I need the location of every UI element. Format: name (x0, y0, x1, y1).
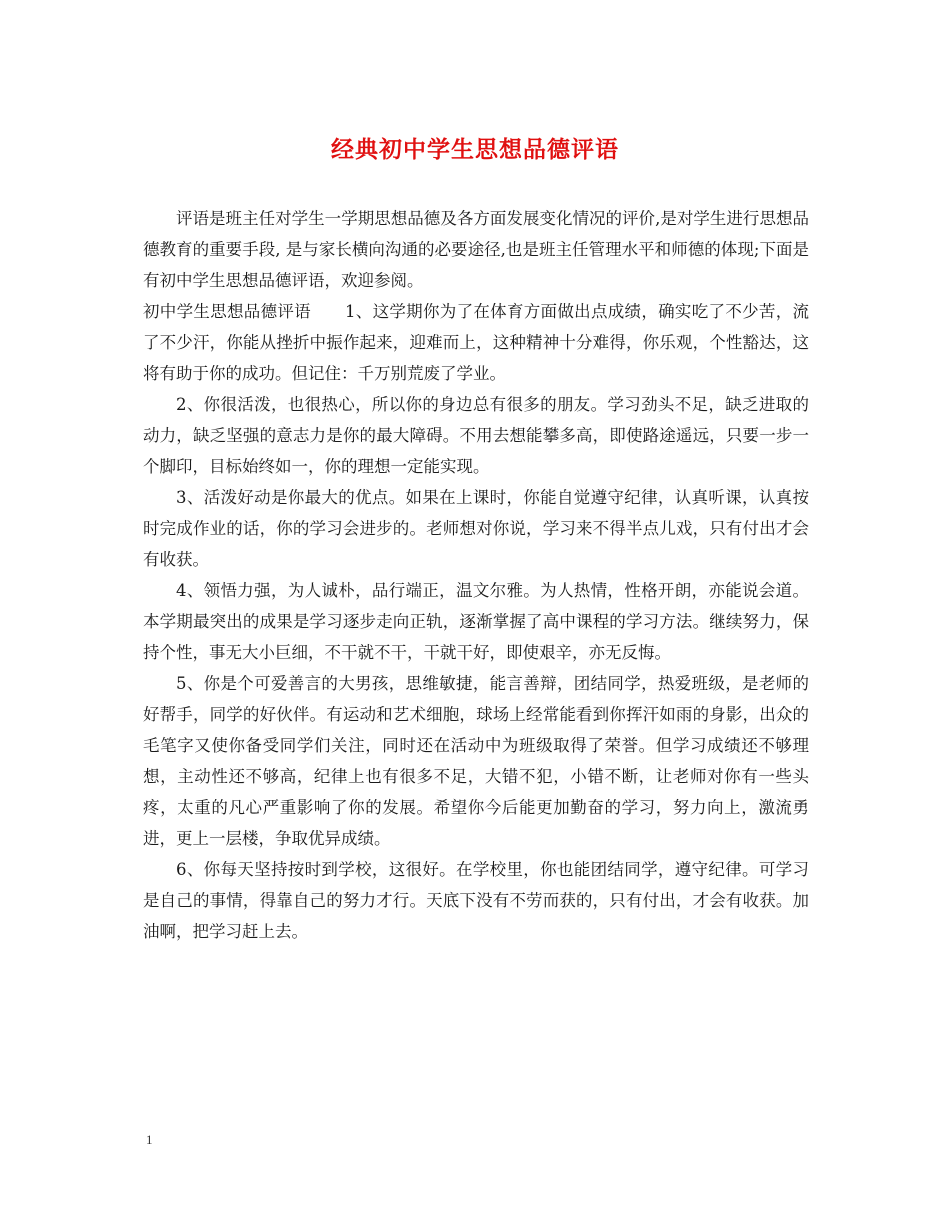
comment-paragraph-1 (143, 296, 809, 389)
page-number: 1 (146, 1132, 153, 1147)
comment-paragraph-5: 5、你是个可爱善言的大男孩，思维敏捷，能言善辩，团结同学，热爱班级，是老师的好帮手，同学的好伙伴。有运动和艺术细胞，球场上经常能看到你挥汗如雨的身影，出众的毛笔字又使你备受同学们关注，同时还在活动中为班级取得了荣誉。但学习成绩还不够理想，主动性还不够高，纪律上也有很多不足，大错不犯，小错不断，让老师对你有一些头疼，太重的凡心严重影响了你的发展。希望你今后能更加勤奋的学习，努力向上，激流勇进，更上一层楼，争取优异成绩。 (143, 674, 809, 848)
comment-paragraph-3: 3、活泼好动是你最大的优点。如果在上课时，你能自觉遵守纪律，认真听课，认真按时完成作业的话，你的学习会进步的。老师想对你说，学习来不得半点儿戏，只有付出才会有收获。 (143, 488, 809, 569)
comment-paragraph-2: 2、你很活泼，也很热心，所以你的身边总有很多的朋友。学习劲头不足，缺乏进取的动力，缺乏坚强的意志力是你的最大障碍。不用去想能攀多高，即使路途遥远，只要一步一个脚印，目标始终如一，你的理想一定能实现。 (143, 395, 809, 476)
document-body (143, 203, 809, 947)
document-title: 经典初中学生思想品德评语 (331, 136, 619, 163)
comment-paragraph-6: 6、你每天坚持按时到学校，这很好。在学校里，你也能团结同学，遵守纪律。可学习是自己的事情，得靠自己的努力才行。天底下没有不劳而获的，只有付出，才会有收获。加油啊，把学习赶上去。 (143, 860, 809, 941)
section-label: 初中学生思想品德评语 (143, 302, 311, 321)
comment-paragraph-4: 4、领悟力强，为人诚朴，品行端正，温文尔雅。为人热情，性格开朗，亦能说会道。本学期最突出的成果是学习逐步走向正轨，逐渐掌握了高中课程的学习方法。继续努力，保持个性，事无大小巨细，不干就不干，干就干好，即使艰辛，亦无反悔。 (143, 581, 809, 662)
intro-paragraph: 评语是班主任对学生一学期思想品德及各方面发展变化情况的评价,是对学生进行思想品德教育的重要手段, 是与家长横向沟通的必要途径,也是班主任管理水平和师德的体现;下面是有初中学生思想品德评语，欢迎参阅。 (143, 209, 809, 290)
comment-1-text: 1、这学期你为了在体育方面做出点成绩，确实吃了不少苦，流了不少汗，你能从挫折中振作起来，迎难而上，这种精神十分难得，你乐观，个性豁达，这将有助于你的成功。但记住：千万别荒废了学业。 (143, 302, 810, 383)
